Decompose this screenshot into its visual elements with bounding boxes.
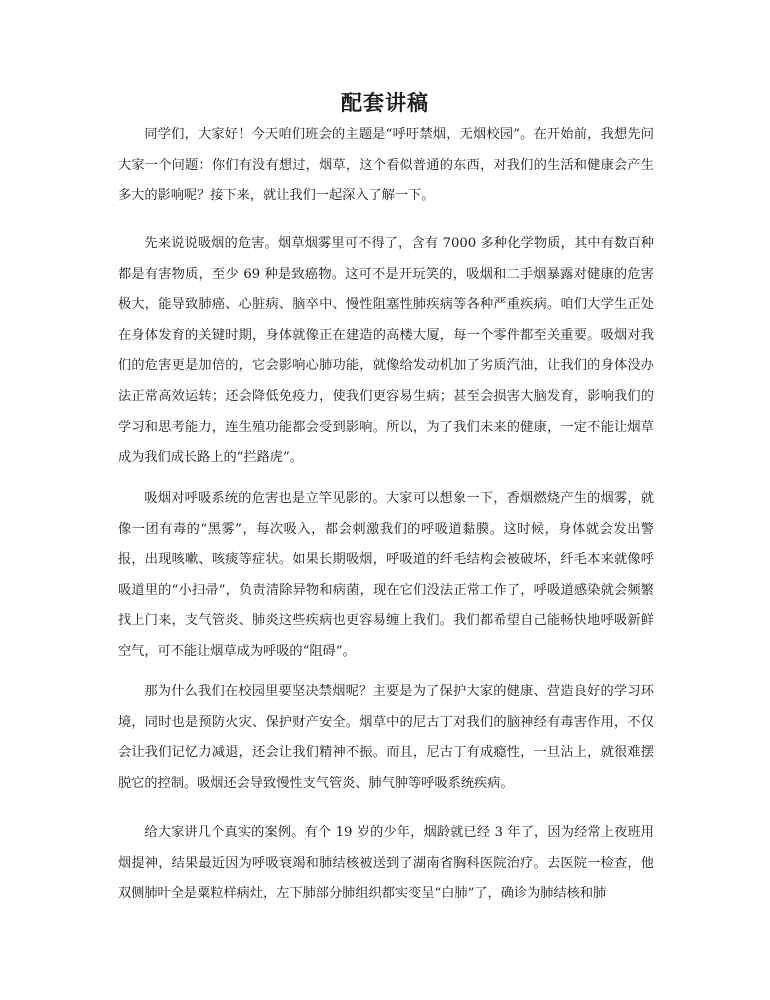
document-title: 配套讲稿 (341, 90, 429, 115)
paragraph-campus-ban: 那为什么我们在校园里要坚决禁烟呢？主要是为了保护大家的健康、营造良好的学习环境，同时也是预防火灾、保护财产安全。烟草中的尼古丁对我们的脑神经有毒害作用，不仅会让我们记忆力减退，还会让我们精神不振。而且，尼古丁有成瘾性，一旦沾上，就很难摆脱它的控制。吸烟还会导致慢性支气管炎、肺气肿等呼吸系统疾病。 (118, 684, 654, 791)
paragraph-intro: 同学们，大家好！今天咱们班会的主题是“呼吁禁烟，无烟校园”。在开始前，我想先问大家一个问题：你们有没有想过，烟草，这个看似普通的东西，对我们的生活和健康会产生多大的影响呢？接下来，就让我们一起深入了解一下。 (118, 127, 654, 204)
paragraph-smoking-harm: 先来说说吸烟的危害。烟草烟雾里可不得了，含有 7000 多种化学物质，其中有数百种都是有害物质，至少 69 种是致癌物。这可不是开玩笑的，吸烟和二手烟暴露对健康的危害极大，能导致肺癌、心脏病、脑卒中、慢性阻塞性肺疾病等各种严重疾病。咱们大学生正处在身体发育的关键时期，身体就像正在建造的高楼大厦，每一个零件都至关重要。吸烟对我们的危害更是加倍的，它会影响心肺功能，就像给发动机加了劣质汽油，让我们的身体没办法正常高效运转；还会降低免疫力，使我们更容易生病；甚至会损害大脑发育，影响我们的学习和思考能力，连生殖功能都会受到影响。所以，为了我们未来的健康，一定不能让烟草成为我们成长路上的“拦路虎”。 (118, 236, 654, 466)
paragraph-case-study: 给大家讲几个真实的案例。有个 19 岁的少年，烟龄就已经 3 年了，因为经常上夜班用烟提神，结果最近因为呼吸衰竭和肺结核被送到了湖南省胸科医院治疗。去医院一检查，他双侧肺叶全是粟粒样病灶，左下肺部分肺组织都实变呈“白肺”了，确诊为肺结核和肺 (118, 825, 654, 902)
paragraph-respiratory-harm: 吸烟对呼吸系统的危害也是立竿见影的。大家可以想象一下，香烟燃烧产生的烟雾，就像一团有毒的“黑雾”，每次吸入，都会刺激我们的呼吸道黏膜。这时候，身体就会发出警报，出现咳嗽、咳痰等症状。如果长期吸烟，呼吸道的纤毛结构会被破坏，纤毛本来就像呼吸道里的“小扫帚”，负责清除异物和病菌，现在它们没法正常工作了，呼吸道感染就会频繁找上门来，支气管炎、肺炎这些疾病也更容易缠上我们。我们都希望自己能畅快地呼吸新鲜空气，可不能让烟草成为呼吸的“阻碍”。 (118, 491, 654, 659)
